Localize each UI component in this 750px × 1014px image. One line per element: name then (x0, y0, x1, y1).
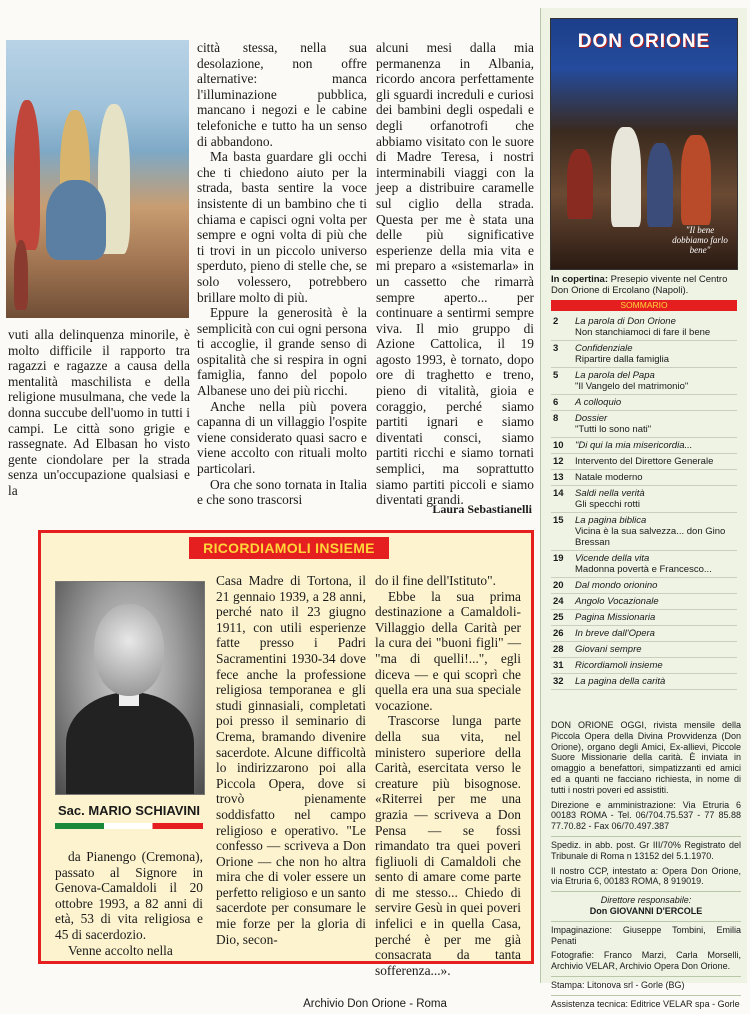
toc-item[interactable]: 32 La pagina della carità (551, 674, 737, 690)
priest-portrait (55, 581, 205, 795)
sommario-title: SOMMARIO (551, 300, 737, 311)
toc-item[interactable]: 13 Natale moderno (551, 470, 737, 486)
toc-item[interactable]: 8 Dossier "Tutti lo sono nati" (551, 411, 737, 438)
article-column-middle (197, 40, 367, 508)
priest-name: Sac. MARIO SCHIAVINI (57, 803, 201, 818)
magazine-cover (550, 18, 738, 270)
toc-item[interactable]: 5 La parola del Papa "Il Vangelo del matrimonio" (551, 368, 737, 395)
cover-quote: "Il bene dobbiamo farlo bene" (672, 225, 728, 255)
ricordiamoli-title: RICORDIAMOLI INSIEME (189, 537, 389, 559)
info-stampa: Stampa: Litonova srl - Gorle (BG) (551, 979, 685, 990)
article-paragraph: Eppure la generosità è la semplicità con cui ogni persona ti accoglie, il grande senso di ospitalità che si respira in ogni famiglia, fanno del popolo Albanese uno dei più ricchi. (197, 305, 367, 399)
article-text-left: vuti alla delinquenza minorile, è molto difficile il rapporto tra ragazzi e ragazze a causa della mentalità maschilista e della religione musulmana, che vede la donna succube dell'uomo in tutti i campi. Le città sono grigie e rassegnate. Ad Elbasan ho visto gente ciondolare per la strada senza un'occupazione qualsiasi e la (8, 327, 190, 498)
caption-label: In copertina: (551, 274, 609, 285)
toc-item[interactable]: 6 A colloquio (551, 395, 737, 411)
info-fotografie: Fotografie: Franco Marzi, Carla Morselli, Archivio VELAR, Archivio Opera Don Orione. (551, 950, 741, 972)
toc-item[interactable]: 24 Angolo Vocazionale (551, 594, 737, 610)
toc-item[interactable]: 3 Confidenziale Ripartire dalla famiglia (551, 341, 737, 368)
toc-item[interactable]: 26 In breve dall'Opera (551, 626, 737, 642)
obituary-paragraph: da Pianengo (Cremona), passato al Signore in Genova-Camaldoli il 20 ottobre 1993, a 82 anni di età, 53 di vita religiosa e 45 di sacerdozio. (55, 849, 203, 942)
obituary-column-1 (55, 849, 203, 958)
direttore-label: Direttore responsabile: (600, 895, 692, 906)
direttore-name: Don GIOVANNI D'ERCOLE (589, 905, 703, 916)
obituary-paragraph: Trascorse lunga parte della sua vita, nel ministero superiore della Carità, esercitata verso le creature più bisognose. «Riterrei per me una grazia — scriveva a Don Pensa — se fossi rimandato tra quei poveri figliuoli di Camaldoli che sento di amare come parte di me stesso... Chiedo di servire Gesù in quei poveri infelici e in quella Casa, perché è per me già consacrata da tanta sofferenza...». (375, 713, 521, 978)
info-spedizione: Spediz. in abb. post. Gr III/70% Registrato del Tribunale di Roma n 13152 del 5.1.1970. (551, 839, 741, 861)
info-direzione: Direzione e amministrazione: Via Etruria 6 00183 ROMA - Tel. 06/704.75.537 - 77 85.88 77.70.82 - Fax 06/70.497.387 (551, 799, 741, 832)
article-signature: Laura Sebastianelli (432, 502, 532, 516)
cover-caption (551, 274, 741, 296)
table-of-contents (551, 314, 737, 690)
cover-title: DON ORIONE (577, 31, 711, 52)
albania-group-photo (6, 40, 189, 318)
sidebar (540, 8, 747, 1009)
toc-item[interactable]: 15 La pagina biblica Vicina è la sua salvezza... don Gino Bressan (551, 513, 737, 551)
toc-item[interactable]: 20 Dal mondo orionino (551, 578, 737, 594)
caption-text: Presepio vivente nel Centro Don Orione di Ercolano (Napoli). (551, 274, 728, 296)
article-text-right: alcuni mesi dalla mia permanenza in Albania, ricordo ancora perfettamente gli sguardi increduli e curiosi dei bambini degli ospedali e degli orfanotrofi che abbiamo visitato con le suore di Madre Teresa, i nostri interminabili viaggi con la jeep a distribuire caramelle sul ciglio della strada. Questa per me è stata una delle più significative esperienze della mia vita e mi preparo a «sistemarla» in un cassetto che rimarrà sempre aperto... per continuare a sentirmi sempre viva. Il mio gruppo di Azione Cattolica, il 19 agosto 1993, è tornato, dopo ore di traghetto e treno, pieno di vitalità, gioia e coraggio, perché siamo partiti ignari e siamo diventati consci, siamo partiti ricchi e siamo tornati semplici, ma soprattutto siamo partiti piccoli e siamo diventati grandi. (376, 40, 534, 508)
info-main: DON ORIONE OGGI, rivista mensile della Piccola Opera della Divina Provvidenza (Don Orione), organo degli Amici, Ex-allievi, Piccole Suore Missionarie della carità. È inviata in omaggio a benefattori, simpatizzanti ed amici ed a quanti ne facciano richiesta, in nome di tutti i nostri poveri ed assistiti. (551, 720, 741, 795)
obituary-column-2 (216, 573, 366, 947)
obituary-column-3 (375, 573, 521, 978)
article-column-left (8, 327, 190, 499)
toc-item[interactable]: 19 Vicende della vita Madonna povertà e Francesco... (551, 551, 737, 578)
obituary-paragraph: Casa Madre di Tortona, il 21 gennaio 1939, a 28 anni, perché nato il 23 giugno 1911, con utili esperienze fatte presso i Padri Sacramentini 1930-34 dove fece anche la professione religiosa temporanea e gli studi ginnasiali, completati poi presso il seminario di Crema, bramando divenire sacerdote. Alcune difficoltà lo indirizzarono poi alla Piccola Opera, dove si trovò pienamente soddisfatto nel campo religioso e operativo. "Le confesso — scriveva a Don Orione — che non ho altra mira che di voler essere un perfetto religioso e un santo sacerdote per consumare le mie forze per la gloria di Dio, secon- (216, 573, 366, 947)
obituary-paragraph: Venne accolto nella (68, 942, 173, 958)
info-ccp: Il nostro CCP, intestato a: Opera Don Orione, via Etruria 6, 00183 ROMA, 8 919019. (551, 865, 741, 887)
toc-item[interactable]: 25 Pagina Missionaria (551, 610, 737, 626)
toc-item[interactable]: 28 Giovani sempre (551, 642, 737, 658)
toc-item[interactable]: 12 Intervento del Direttore Generale (551, 454, 737, 470)
obituary-paragraph: do il fine dell'Istituto". (375, 573, 496, 588)
article-paragraph: Ma basta guardare gli occhi che ti chiedono aiuto per la strada, basta sentire la voce insistente di un bambino che ti chiama e capisci ogni volta per sempre e ogni volta di più che ti trovi in un piccolo universo sperduto, pieno di stelle che, se solo volessero, potrebbero brillare molto di più. (197, 149, 367, 305)
archive-footer: Archivio Don Orione - Roma (303, 998, 447, 1010)
toc-item[interactable]: 14 Saldi nella verità Gli specchi rotti (551, 486, 737, 513)
obituary-paragraph: Ebbe la sua prima destinazione a Camaldoli-Villaggio della Carità per la cura dei "buoni figli" — "ma di quelli!...", egli diceva — e qui scoprì che quella era una sua speciale vocazione. (375, 588, 521, 713)
toc-item[interactable]: 2 La parola di Don Orione Non stanchiamoci di fare il bene (551, 314, 737, 341)
info-assistenza: Assistenza tecnica: Editrice VELAR spa - Gorle (551, 998, 740, 1009)
toc-item[interactable]: 31 Ricordiamoli insieme (551, 658, 737, 674)
toc-item[interactable]: 10 "Di qui la mia misericordia... (551, 438, 737, 454)
article-paragraph: Anche nella più povera capanna di un villaggio l'ospite viene considerato quasi sacro e viene accolto con rituali molto particolari. (197, 398, 367, 477)
ricordiamoli-box (38, 530, 534, 978)
article-paragraph: città stessa, nella sua desolazione, non offre alternative: manca l'illuminazione pubblica, mancano i negozi e le cabine telefoniche e tutto ha un senso di abbandono. (197, 40, 367, 149)
article-column-right (376, 40, 534, 508)
article-paragraph: Ora che sono tornata in Italia e che sono trascorsi (197, 476, 367, 508)
info-impaginazione: Impaginazione: Giuseppe Tombini, Emilia Penati (551, 924, 741, 946)
publication-info (551, 720, 741, 1014)
tricolor-bar (55, 823, 203, 829)
